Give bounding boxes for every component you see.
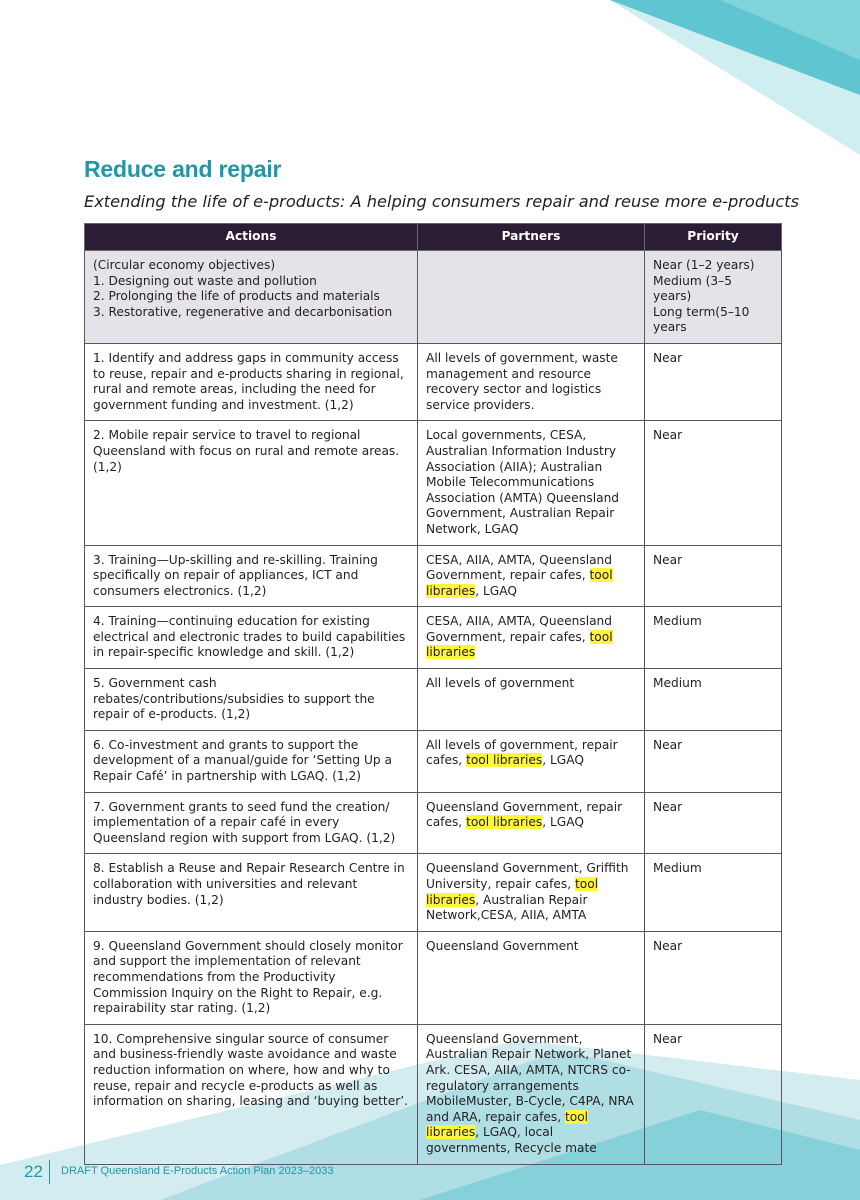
priority-cell: Near xyxy=(645,730,782,792)
action-cell: 3. Training—Up-skilling and re-skilling. Training specifically on repair of appliances, ICT and consumers electronics. (1,2) xyxy=(85,545,418,607)
partner-text: Queensland Government, repair cafes, xyxy=(426,799,623,830)
priority-legend-medium: Medium (3–5 years) xyxy=(653,273,732,304)
highlighted-partner-text: tool libraries xyxy=(426,568,613,598)
partner-text: All levels of government, waste management and resource recovery sector and logistics service providers. xyxy=(426,350,618,412)
partners-cell xyxy=(418,1024,645,1164)
partner-text: , Australian Repair Network,CESA, AIIA, AMTA xyxy=(426,892,588,923)
partner-text: Local governments, CESA, Australian Information Industry Association (AIIA); Australian Mobile Telecommunications Association (AMTA) Queensland Government, Australian Repair Network, LGAQ xyxy=(426,428,620,536)
table-row xyxy=(85,931,782,1024)
action-cell: 4. Training—continuing education for existing electrical and electronic trades to build capabilities in repair-specific knowledge and skill. (1,2) xyxy=(85,607,418,669)
partners-cell xyxy=(418,545,645,607)
highlighted-partner-text: tool libraries xyxy=(426,877,599,907)
action-cell: 8. Establish a Reuse and Repair Research Centre in collaboration with universities and relevant industry bodies. (1,2) xyxy=(85,854,418,931)
partners-cell xyxy=(418,931,645,1024)
highlighted-partner-text: tool libraries xyxy=(426,1109,589,1140)
objective-item: 1. Designing out waste and pollution xyxy=(93,273,317,288)
highlighted-partner-text: tool libraries xyxy=(466,753,543,768)
action-cell: 5. Government cash rebates/contributions/subsidies to support the repair of e-products. (1,2) xyxy=(85,669,418,731)
document-title: DRAFT Queensland E-Products Action Plan 2023–2033 xyxy=(61,1165,334,1177)
priority-legend-near: Near (1–2 years) xyxy=(653,258,755,272)
table-row xyxy=(85,854,782,931)
priority-cell: Medium xyxy=(645,854,782,931)
priority-cell: Near xyxy=(645,343,782,420)
action-cell: 7. Government grants to seed fund the creation/ implementation of a repair café in every Queensland region with support from LGAQ. (1,2) xyxy=(85,792,418,854)
highlighted-partner-text: tool libraries xyxy=(466,815,543,830)
section-title: Reduce and repair xyxy=(84,156,282,182)
priority-cell: Near xyxy=(645,545,782,607)
partner-text: , LGAQ xyxy=(475,583,517,598)
table-row xyxy=(85,669,782,731)
partner-text: All levels of government, repair cafes, xyxy=(426,737,618,768)
partner-text: All levels of government xyxy=(426,676,575,691)
partner-text: CESA, AIIA, AMTA, Queensland Government, repair cafes, xyxy=(426,552,613,583)
action-cell: 10. Comprehensive singular source of consumer and business-friendly waste avoidance and waste reduction information on where, how and why to reuse, repair and recycle e-products as well as information on sharing, leasing and ‘buying better’. xyxy=(85,1024,418,1164)
partner-text: , LGAQ xyxy=(542,753,584,768)
action-cell: 6. Co-investment and grants to support the development of a manual/guide for ‘Setting Up a Repair Café’ in partnership with LGAQ. (1,2) xyxy=(85,730,418,792)
table-row xyxy=(85,545,782,607)
priority-cell: Medium xyxy=(645,607,782,669)
partner-text: Queensland Government xyxy=(426,938,579,953)
partners-cell xyxy=(418,343,645,420)
highlighted-partner-text: tool libraries xyxy=(426,629,613,660)
priority-legend-cell xyxy=(645,251,782,344)
objective-item: 2. Prolonging the life of products and materials xyxy=(93,289,380,304)
section-subtitle: Extending the life of e-products: A helping consumers repair and reuse more e-products xyxy=(84,192,800,211)
priority-cell: Near xyxy=(645,421,782,545)
table-row xyxy=(85,792,782,854)
partners-cell xyxy=(418,854,645,931)
footer-divider xyxy=(49,1160,50,1184)
priority-cell: Near xyxy=(645,931,782,1024)
page-number: 22 xyxy=(24,1162,43,1181)
objectives-partners-cell xyxy=(418,251,645,344)
partners-cell xyxy=(418,730,645,792)
partner-text: , LGAQ xyxy=(542,815,584,830)
objective-item: 3. Restorative, regenerative and decarbonisation xyxy=(93,304,393,319)
objectives-row xyxy=(85,251,782,344)
header-priority: Priority xyxy=(645,224,782,251)
partners-cell xyxy=(418,607,645,669)
partner-text: , LGAQ, local governments, Recycle mate xyxy=(426,1125,597,1155)
action-cell: 1. Identify and address gaps in community access to reuse, repair and e-products sharing in regional, rural and remote areas, including the need for government funding and investment. (1,2) xyxy=(85,343,418,420)
priority-cell: Medium xyxy=(645,669,782,731)
partner-text: Queensland Government, Australian Repair Network, Planet Ark. CESA, AIIA, AMTA, NTCRS co-regulatory arrangements MobileMuster, B-Cycle, C4PA, NRA and ARA, repair cafes, xyxy=(426,1031,634,1124)
table-row xyxy=(85,730,782,792)
header-partners: Partners xyxy=(418,224,645,251)
objectives-cell xyxy=(85,251,418,344)
table-row xyxy=(85,343,782,420)
table-row xyxy=(85,607,782,669)
priority-cell: Near xyxy=(645,1024,782,1164)
table-row xyxy=(85,1024,782,1164)
priority-legend-long: Long term(5–10 years xyxy=(653,304,750,335)
action-plan-table xyxy=(84,223,782,1165)
priority-cell: Near xyxy=(645,792,782,854)
partners-cell xyxy=(418,792,645,854)
header-actions: Actions xyxy=(85,224,418,251)
action-cell: 2. Mobile repair service to travel to regional Queensland with focus on rural and remote areas. (1,2) xyxy=(85,421,418,545)
partners-cell xyxy=(418,669,645,731)
partner-text: CESA, AIIA, AMTA, Queensland Government, repair cafes, xyxy=(426,614,613,644)
action-cell: 9. Queensland Government should closely monitor and support the implementation of relevant recommendations from the Productivity Commission Inquiry on the Right to Repair, e.g. repairability star rating. (1,2) xyxy=(85,931,418,1024)
table-header-row xyxy=(85,224,782,251)
table-row xyxy=(85,421,782,545)
partner-text: Queensland Government, Griffith University, repair cafes, xyxy=(426,861,629,891)
objectives-heading: (Circular economy objectives) xyxy=(93,258,276,272)
partners-cell xyxy=(418,421,645,545)
